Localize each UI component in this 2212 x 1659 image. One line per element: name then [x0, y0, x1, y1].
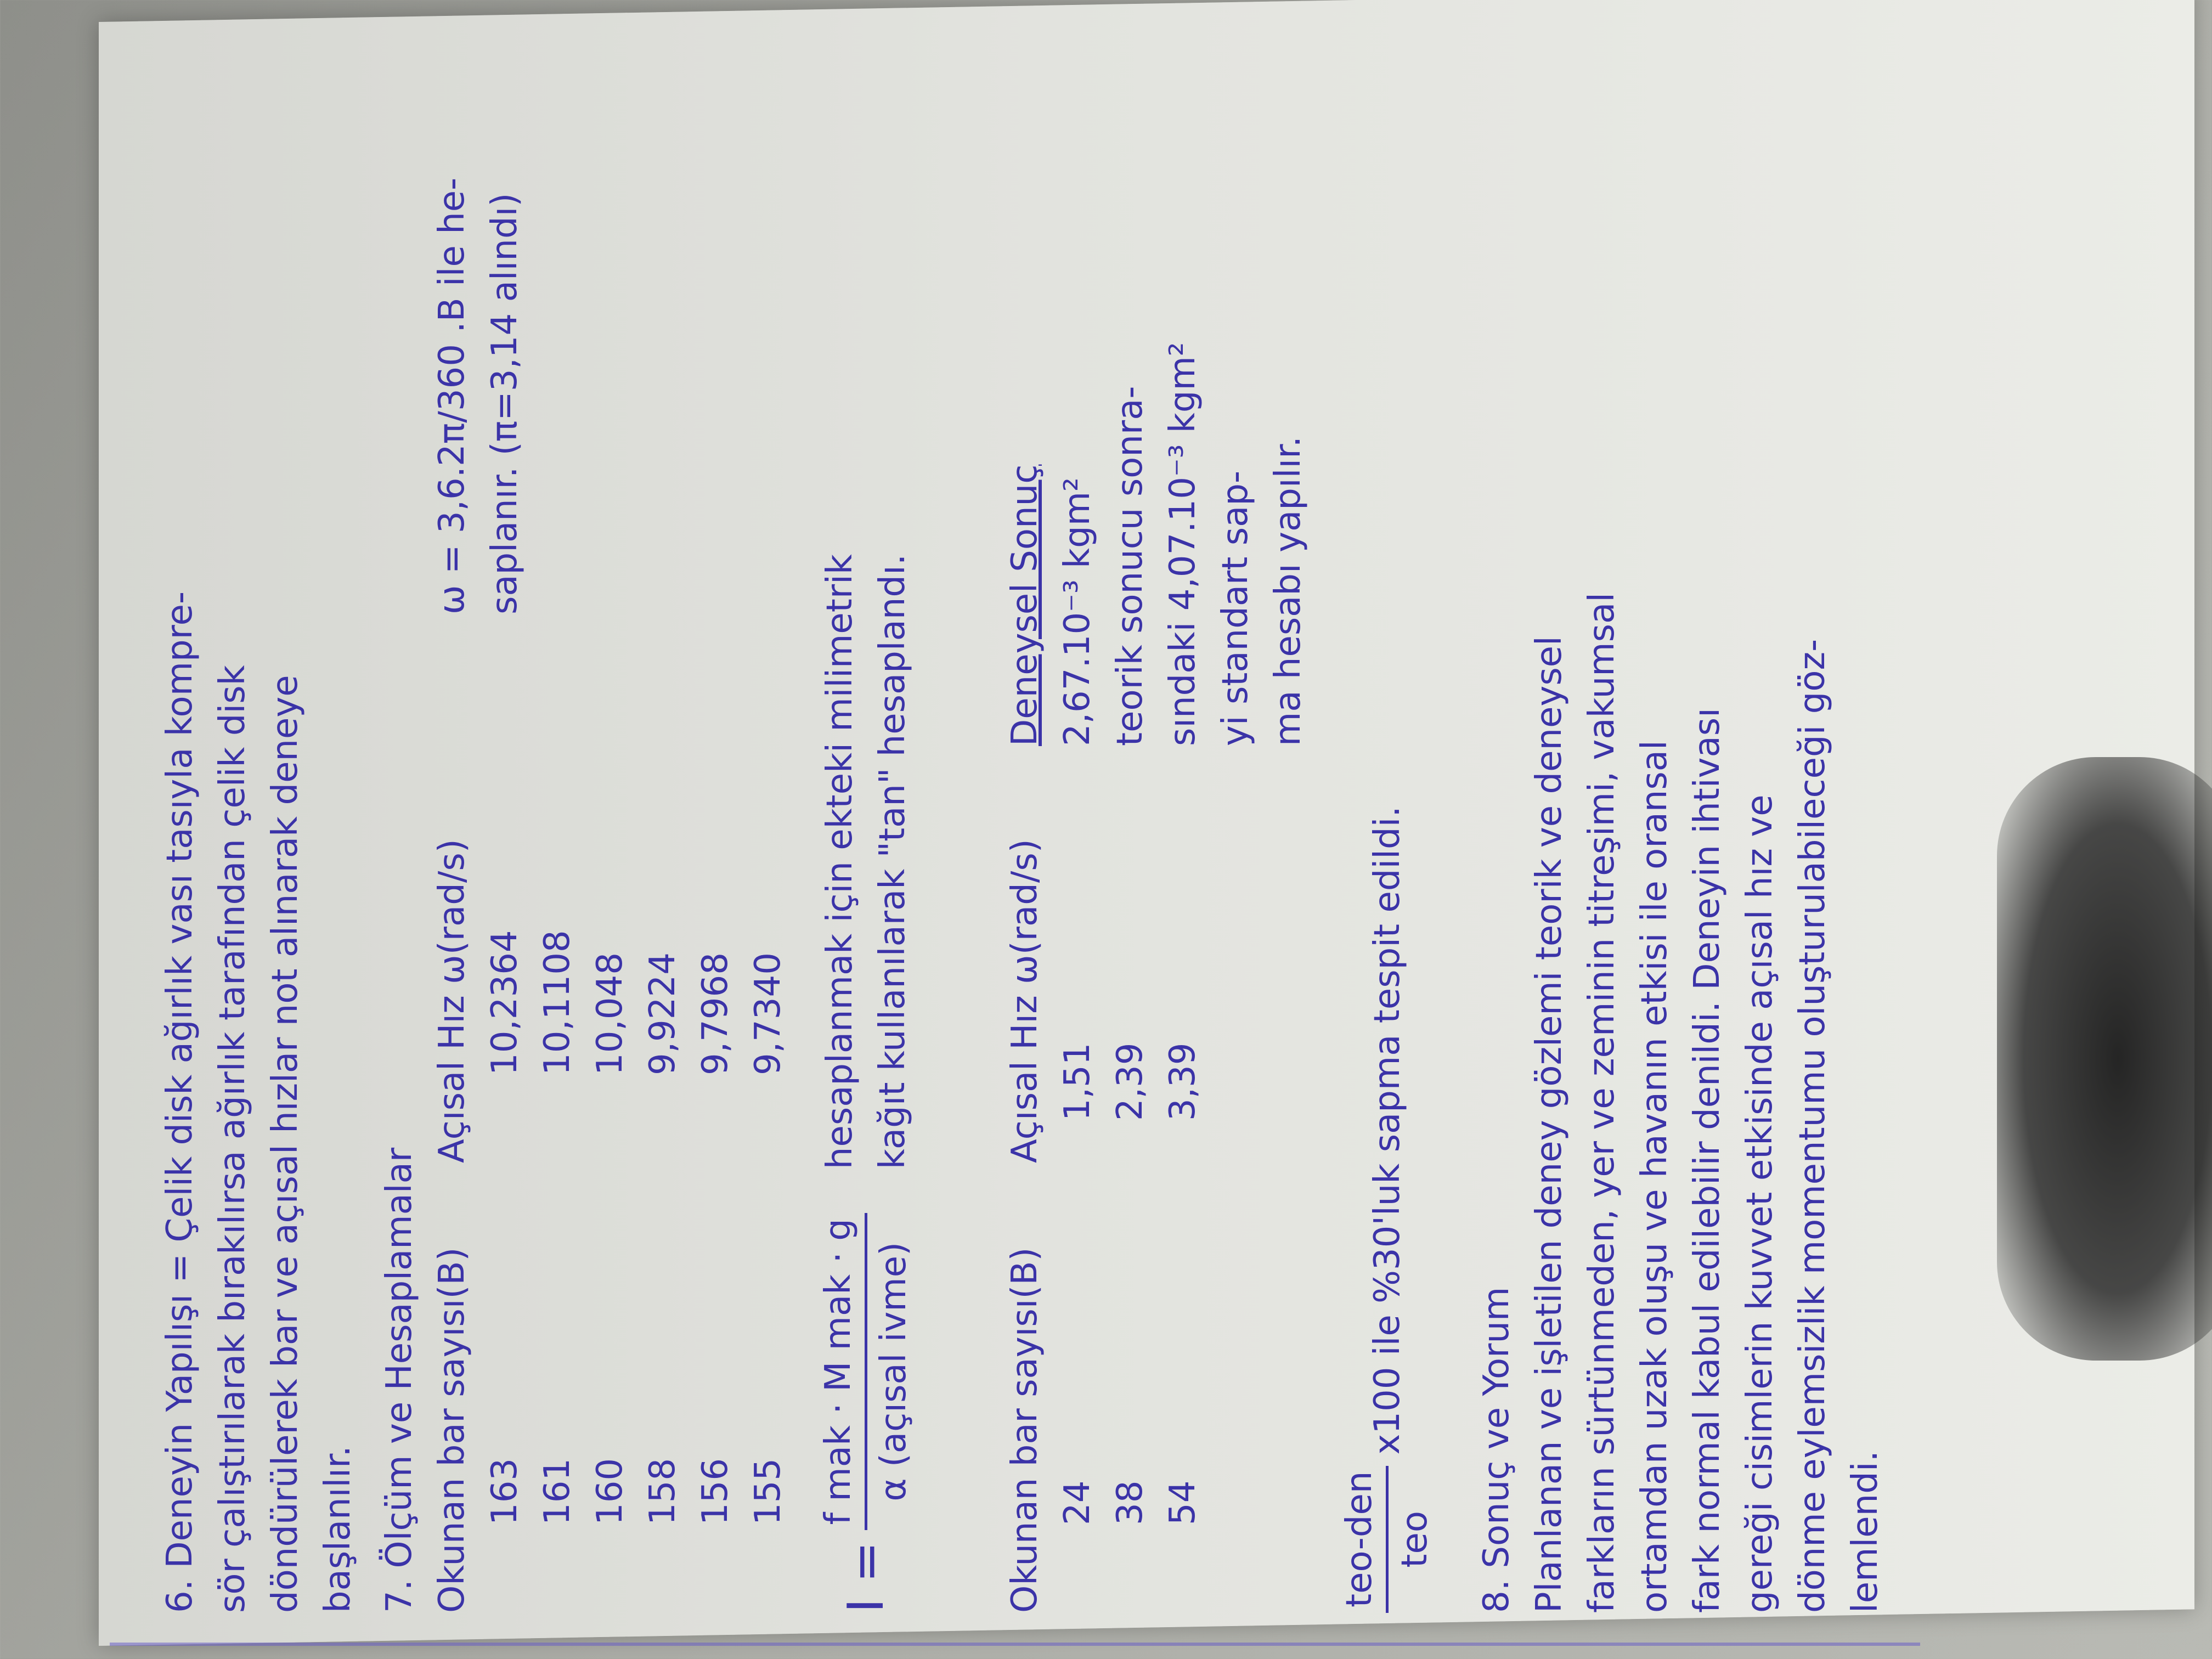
conclusion-line: lemlendi.: [1845, 1451, 1886, 1613]
bar-count-cell: 156: [695, 1458, 736, 1525]
table-1-header: [426, 658, 478, 1613]
margin-line: [110, 1643, 1920, 1646]
experimental-result: 2,67.10⁻³ kgm²: [1057, 477, 1098, 746]
deviation-text: x100 ile %30'luk sapma tespit edildi.: [1367, 806, 1408, 1455]
deviation-denominator: teo: [1395, 1510, 1435, 1568]
bar-count-cell: 24: [1057, 1480, 1098, 1525]
section-7-title: 7. Ölçüm ve Hesaplamalar: [379, 1147, 420, 1613]
table-row: [742, 658, 794, 1613]
table-header: Açısal Hız ω(rad/s): [1005, 839, 1045, 1163]
section-7: [373, 178, 794, 1613]
section-8: [1470, 592, 1892, 1613]
angular-speed-cell: 10,048: [590, 952, 630, 1075]
table-2-result-block: [1051, 342, 1314, 746]
table-row: [689, 658, 742, 1613]
theory-note-line: yi standart sap-: [1215, 470, 1256, 746]
table-row: [531, 658, 584, 1613]
conclusion-line: farkların sürtünmeden, yer ve zeminin titreşimi, vakumsal: [1582, 592, 1622, 1613]
bar-count-cell: 163: [484, 1458, 525, 1525]
conclusion-line: gereği cisimlerin kuvvet etkisinde açısal hız ve: [1740, 794, 1780, 1613]
table-row: [584, 658, 636, 1613]
bar-count-cell: 38: [1110, 1480, 1150, 1525]
inertia-numerator: f mak · M mak · g: [812, 1213, 867, 1530]
conclusion-line: fark normal kabul edilebilir denildi. Deneyin ihtivası: [1687, 708, 1728, 1613]
angular-speed-cell: 9,7340: [748, 952, 788, 1075]
table-1: [426, 658, 794, 1613]
conclusion-line: Planlanan ve işletilen deney gözlemi teorik ve deneysel: [1529, 636, 1570, 1613]
bar-count-cell: 155: [748, 1458, 788, 1525]
section-6-line: başlanılır.: [318, 1446, 358, 1613]
section-6-line: sör çalıştırılarak bırakılırsa ağırlık tarafından çelik disk: [212, 665, 253, 1613]
bar-count-cell: 161: [537, 1458, 578, 1525]
angular-speed-cell: 1,51: [1057, 1042, 1098, 1121]
inertia-text: hesaplanmak için ekteki milimetrik: [819, 554, 860, 1170]
section-6-line: döndürülerek bar ve açısal hızlar not alınarak deneye: [265, 675, 306, 1613]
angular-speed-cell: 10,2364: [484, 930, 525, 1075]
table-row: [478, 658, 531, 1613]
table-row: [1104, 746, 1156, 1613]
deviation-numerator: teo-den: [1333, 1466, 1389, 1613]
inertia-formula: [812, 554, 920, 1613]
deviation-fraction: [1333, 1466, 1441, 1613]
angular-speed-cell: 3,39: [1163, 1042, 1203, 1121]
table-header: Okunan bar sayısı(B): [432, 1247, 472, 1613]
conclusion-line: ortamdan uzak oluşu ve havanın etkisi ile oransal: [1634, 740, 1675, 1613]
inertia-prefix: I =: [837, 1541, 895, 1613]
section-8-title: 8. Sonuç ve Yorum: [1476, 1286, 1517, 1613]
theory-note-line: ma hesabı yapılır.: [1268, 436, 1308, 746]
inertia-fraction: [812, 1213, 920, 1530]
omega-note: [426, 178, 794, 614]
theory-note-line: teorik sonucu sonra-: [1110, 386, 1150, 746]
handwritten-page: [110, 22, 1920, 1646]
table-2-header: [998, 342, 1051, 1613]
section-6-title: 6. Deneyin Yapılışı = Çelik disk ağırlık vası tasıyla kompre-: [160, 591, 200, 1613]
bar-count-cell: 158: [642, 1458, 683, 1525]
camera-shadow: [1997, 757, 2212, 1361]
table-row: [1156, 746, 1209, 1613]
angular-speed-cell: 2,39: [1110, 1042, 1150, 1121]
angular-speed-cell: 9,7968: [695, 952, 736, 1075]
table-row: [1051, 746, 1104, 1613]
omega-formula: ω = 3,6.2π/360 .B ile he-: [432, 177, 472, 614]
inertia-text: kağıt kullanılarak "tan" hesaplandı.: [872, 554, 913, 1170]
table-header: Açısal Hız ω(rad/s): [432, 839, 472, 1163]
angular-speed-cell: 10,1108: [537, 930, 578, 1075]
section-6: [154, 591, 364, 1613]
table-row: [636, 658, 689, 1613]
conclusion-line: dönme eylemsizlik momentumu oluşturulabileceği göz-: [1792, 639, 1833, 1613]
table-header: Okunan bar sayısı(B): [1005, 1247, 1045, 1613]
bar-count-cell: 160: [590, 1458, 630, 1525]
inertia-denominator: α (açısal ivme): [873, 1242, 914, 1502]
omega-formula-note: saplanır. (π=3,14 alındı): [484, 193, 525, 614]
angular-speed-cell: 9,9224: [642, 952, 683, 1075]
table-header: Deneysel Sonuç: [1005, 464, 1045, 746]
bar-count-cell: 54: [1163, 1480, 1203, 1525]
theory-note-line: sındaki 4,07.10⁻³ kgm²: [1163, 342, 1203, 746]
deviation-formula: [1333, 806, 1441, 1613]
table-2: [998, 342, 1314, 1613]
